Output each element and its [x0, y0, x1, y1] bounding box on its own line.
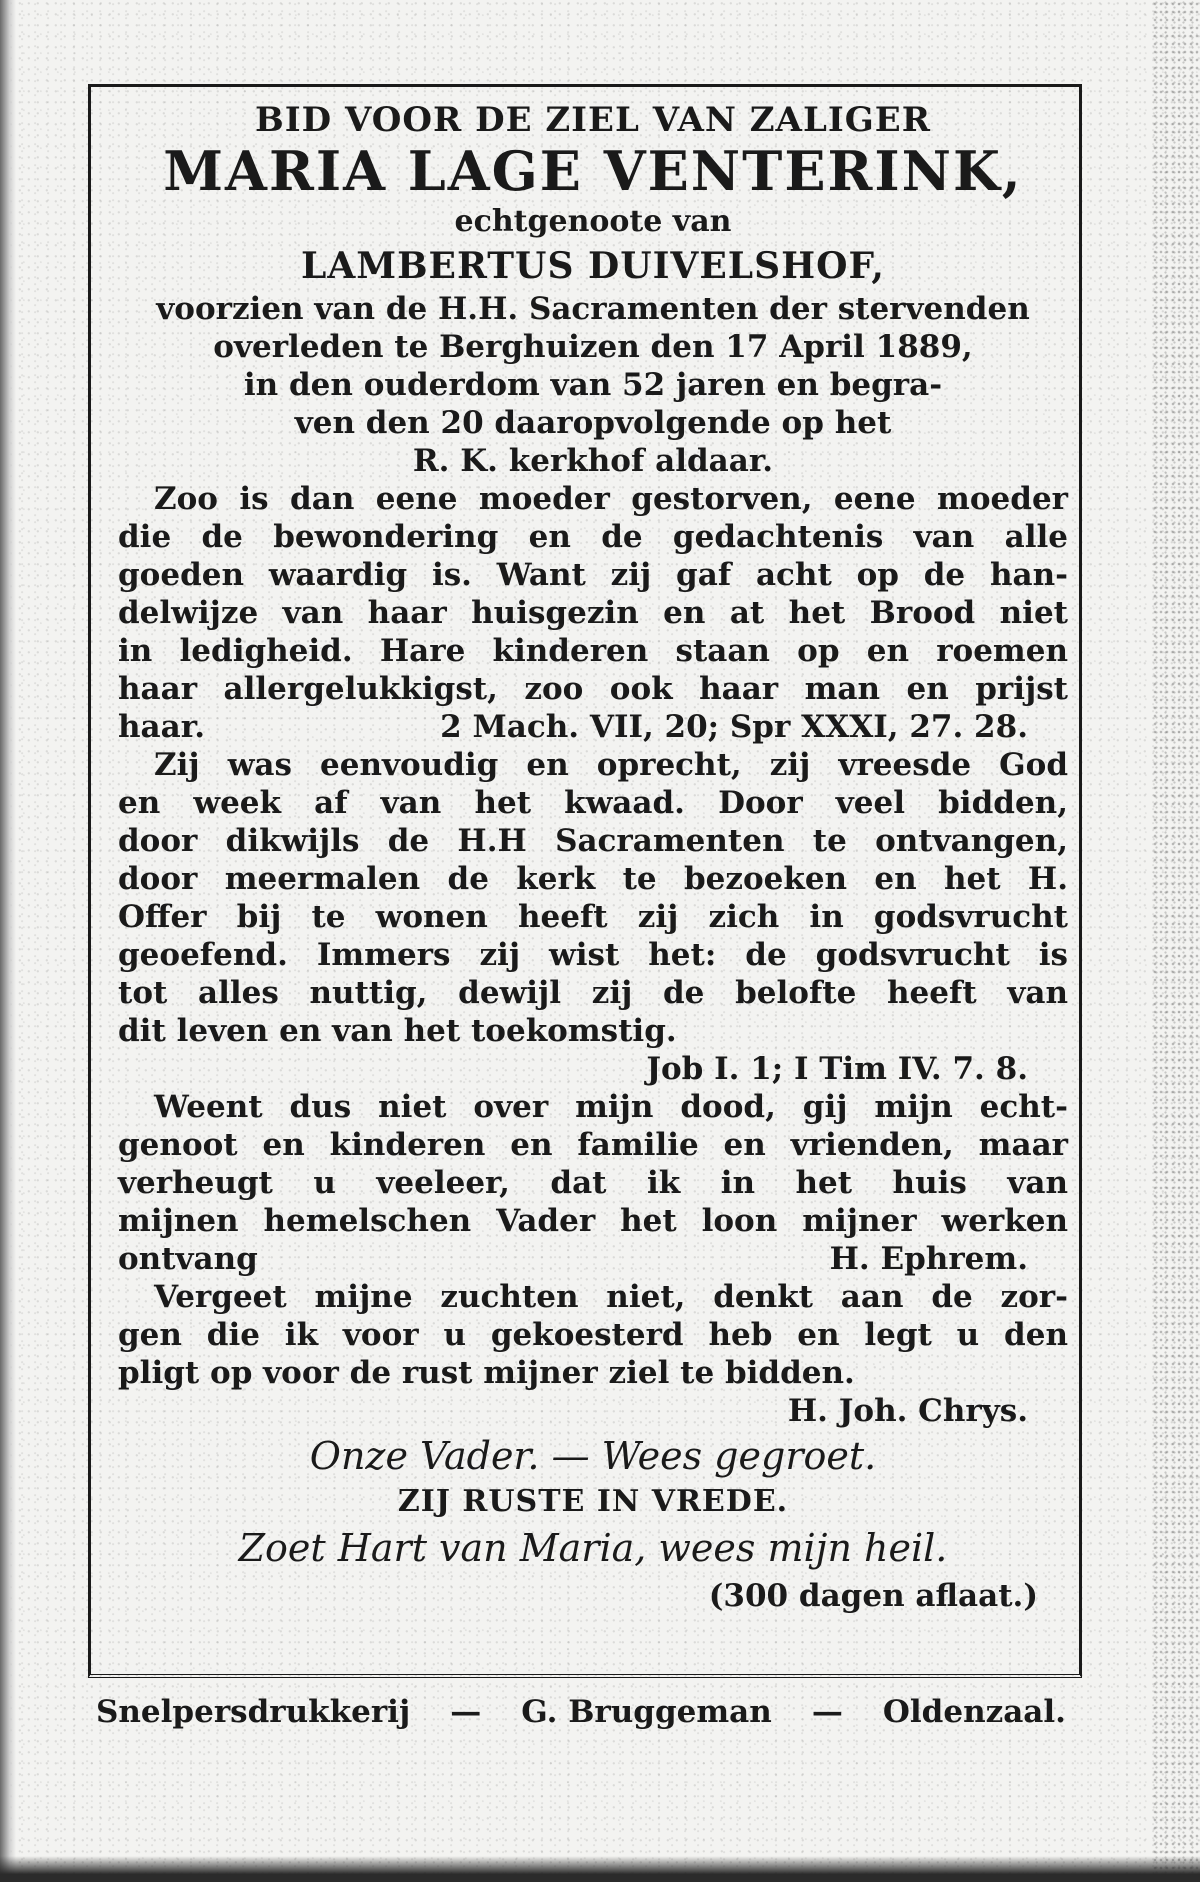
text-line-end: ontvang	[118, 1241, 258, 1277]
text-line: mijnen hemelschen Vader het loon mijner werken	[118, 1203, 1068, 1239]
text-line: haar allergelukkigst, zoo ook haar man en prijst	[118, 671, 1068, 707]
text-line: delwijze van haar huisgezin en at het Brood niet	[118, 595, 1068, 631]
intro-block	[118, 290, 1068, 480]
text-line: door dikwijls de H.H Sacramenten te ontvangen,	[118, 823, 1068, 859]
separator: —	[450, 1694, 482, 1730]
text-line: verheugt u veeleer, dat ik in het huis van	[118, 1165, 1068, 1201]
intro-line: overleden te Berghuizen den 17 April 1889,	[213, 329, 973, 365]
text-line: pligt op voor de rust mijner ziel te bidden.	[118, 1355, 855, 1391]
paragraph-1	[118, 480, 1068, 746]
scripture-reference	[118, 708, 1068, 746]
deceased-name: MARIA LAGE VENTERINK,	[163, 139, 1023, 203]
text-line: Weent dus niet over mijn dood, gij mijn echt-	[154, 1089, 1068, 1125]
text-line: door meermalen de kerk te bezoeken en het H.	[118, 861, 1068, 897]
spouse-intro: echtgenoote van	[454, 204, 732, 239]
intro-line: ven den 20 daaropvolgende op het	[294, 405, 892, 441]
text-line: Zij was eenvoudig en oprecht, zij vreesde God	[154, 747, 1068, 783]
text-line: en week af van het kwaad. Door veel bidden,	[118, 785, 1068, 821]
spouse-name: LAMBERTUS DUIVELSHOF,	[301, 245, 885, 287]
publisher-name: G. Bruggeman	[521, 1694, 772, 1730]
text-line: Zoo is dan eene moeder gestorven, eene moeder	[154, 481, 1068, 517]
text-line-end: haar.	[118, 709, 205, 745]
header-line: BID VOOR DE ZIEL VAN ZALIGER	[255, 100, 931, 140]
quote-attribution	[118, 1240, 1068, 1278]
paragraph-3	[118, 1088, 1068, 1278]
text-line: Vergeet mijne zuchten niet, denkt aan de zor-	[154, 1279, 1068, 1315]
scan-bottom-edge	[0, 1856, 1200, 1882]
text-line: tot alles nuttig, dewijl zij de belofte heeft van	[118, 975, 1068, 1011]
printer-name: Snelpersdrukkerij	[96, 1694, 411, 1730]
intro-line: R. K. kerkhof aldaar.	[412, 443, 774, 479]
city-name: Oldenzaal.	[882, 1694, 1066, 1730]
paragraph-2	[118, 746, 1068, 1088]
prayer-line: Onze Vader. — Wees gegroet.	[309, 1434, 877, 1478]
rest-in-peace: ZIJ RUSTE IN VREDE.	[397, 1484, 789, 1519]
text-line: gen die ik voor u gekoesterd heb en legt u den	[118, 1317, 1068, 1353]
scan-left-edge	[0, 0, 16, 1882]
intro-line: in den ouderdom van 52 jaren en begra-	[243, 367, 943, 403]
printer-imprint	[96, 1692, 1066, 1732]
quote-attribution: H. Joh. Chrys.	[787, 1393, 1028, 1429]
scripture-reference: Job I. 1; I Tim IV. 7. 8.	[646, 1051, 1028, 1087]
paragraph-4	[118, 1278, 1068, 1430]
memorial-card-text	[118, 100, 1068, 1618]
text-line: goeden waardig is. Want zij gaf acht op de han-	[118, 557, 1068, 593]
text-line: geoefend. Immers zij wist het: de godsvrucht is	[118, 937, 1068, 973]
text-line: genoot en kinderen en familie en vrienden, maar	[118, 1127, 1068, 1163]
separator: —	[811, 1694, 843, 1730]
text-line: dit leven en van het toekomstig.	[118, 1013, 677, 1049]
text-line: in ledigheid. Hare kinderen staan op en roemen	[118, 633, 1068, 669]
text-line: die de bewondering en de gedachtenis van alle	[118, 519, 1068, 555]
reference-text: 2 Mach. VII, 20; Spr XXXI, 27. 28.	[440, 709, 1028, 745]
intro-line: voorzien van de H.H. Sacramenten der stervenden	[156, 291, 1030, 327]
scan-right-edge	[1152, 0, 1200, 1882]
invocation-line: Zoet Hart van Maria, wees mijn heil.	[238, 1526, 948, 1570]
attribution-text: H. Ephrem.	[829, 1241, 1028, 1277]
text-line: Offer bij te wonen heeft zij zich in godsvrucht	[118, 899, 1068, 935]
indulgence-note: (300 dagen aflaat.)	[708, 1578, 1038, 1614]
